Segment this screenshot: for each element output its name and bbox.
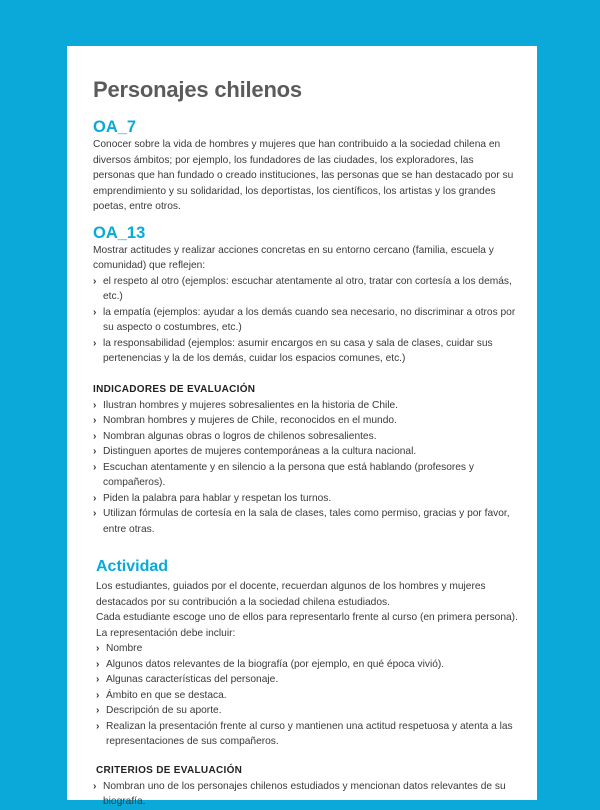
activity-body [96, 579, 522, 750]
list-item: › Realizan la presentación frente al curso y mantienen una actitud respetuosa y atenta a las representaciones de sus compañeros. [96, 720, 513, 747]
activity-paragraph: Los estudiantes, guiados por el docente, recuerdan algunos de los hombres y mujeres destacados por su contribución a la sociedad chilena estudiados. [96, 581, 486, 608]
chevron-right-icon: › [93, 446, 97, 457]
oa13-list [93, 274, 518, 367]
chevron-right-icon: › [96, 705, 100, 716]
list-item: › el respeto al otro (ejemplos: escuchar atentamente al otro, tratar con cortesía a los demás, etc.) [93, 275, 512, 302]
activity-list [96, 641, 521, 750]
list-item: › Ilustran hombres y mujeres sobresalientes en la historia de Chile. [93, 398, 518, 414]
list-item: › Algunas características del personaje. [96, 672, 521, 688]
objective-code-oa7: OA_7 [93, 118, 137, 136]
chevron-right-icon: › [93, 275, 97, 287]
chevron-right-icon: › [93, 306, 97, 318]
chevron-right-icon: › [93, 415, 97, 426]
chevron-right-icon: › [96, 689, 100, 701]
list-item: › Ámbito en que se destaca. [96, 688, 521, 704]
activity-heading: Actividad [96, 558, 169, 575]
list-item: › Nombran hombres y mujeres de Chile, reconocidos en el mundo. [93, 413, 518, 429]
chevron-right-icon: › [96, 658, 100, 670]
chevron-right-icon: › [93, 399, 97, 411]
list-item: › Algunos datos relevantes de la biografía (por ejemplo, en qué época vivió). [96, 657, 521, 673]
document-page [67, 46, 537, 807]
chevron-right-icon: › [93, 508, 97, 519]
list-item: › Piden la palabra para hablar y respetan los turnos. [93, 491, 518, 507]
chevron-right-icon: › [96, 720, 100, 732]
objective-text-oa13: Mostrar actitudes y realizar acciones concretas en su entorno cercano (familia, escuela y comunidad) que reflejen: [93, 244, 494, 271]
page-title: Personajes chilenos [93, 77, 302, 102]
indicators-heading: INDICADORES DE EVALUACIÓN [93, 383, 256, 395]
activity-paragraph: Cada estudiante escoge uno de ellos para representarlo frente al curso (en primera persona). [96, 612, 518, 623]
list-item: › Descripción de su aporte. [96, 703, 521, 719]
list-item: › Nombran uno de los personajes chilenos estudiados y mencionan datos relevantes de su biografía. [93, 780, 506, 807]
chevron-right-icon: › [93, 780, 97, 792]
list-item: › la responsabilidad (ejemplos: asumir encargos en su casa y sala de clases, cuidar sus pertenencias y la de los demás, cuidar los espacios comunes, etc.) [93, 337, 493, 364]
chevron-right-icon: › [96, 674, 100, 685]
chevron-right-icon: › [93, 337, 97, 349]
indicators-list [93, 398, 518, 538]
chevron-right-icon: › [96, 643, 100, 654]
chevron-right-icon: › [93, 461, 97, 473]
list-item: › Utilizan fórmulas de cortesía en la sala de clases, tales como permiso, gracias y por favor, entre otras. [93, 508, 510, 535]
criteria-list [93, 779, 518, 810]
list-item: › la empatía (ejemplos: ayudar a los demás cuando sea necesario, no discriminar a otros por su aspecto o costumbres, etc.) [93, 306, 516, 333]
list-item: › Nombre [96, 641, 521, 657]
objective-text-oa7: Conocer sobre la vida de hombres y mujeres que han contribuido a la sociedad chilena en diversos ámbitos; por ejemplo, los fundadores de las ciudades, los exploradores, las personas que han fundado o creado instituciones, las personas que se han destacado por su emprendimiento y su solidaridad, los deportistas, los científicos, los artistas y los grandes poetas, entre otros. [93, 139, 514, 212]
chevron-right-icon: › [93, 430, 97, 442]
chevron-right-icon: › [93, 492, 97, 504]
list-item: › Distinguen aportes de mujeres contemporáneas a la cultura nacional. [93, 444, 518, 460]
list-item: › Nombran algunas obras o logros de chilenos sobresalientes. [93, 429, 518, 445]
criteria-heading: CRITERIOS DE EVALUACIÓN [96, 764, 243, 776]
list-item: › Escuchan atentamente y en silencio a la persona que está hablando (profesores y compañeros). [93, 461, 474, 488]
objective-code-oa13: OA_13 [93, 223, 146, 242]
activity-paragraph: La representación debe incluir: [96, 627, 236, 639]
